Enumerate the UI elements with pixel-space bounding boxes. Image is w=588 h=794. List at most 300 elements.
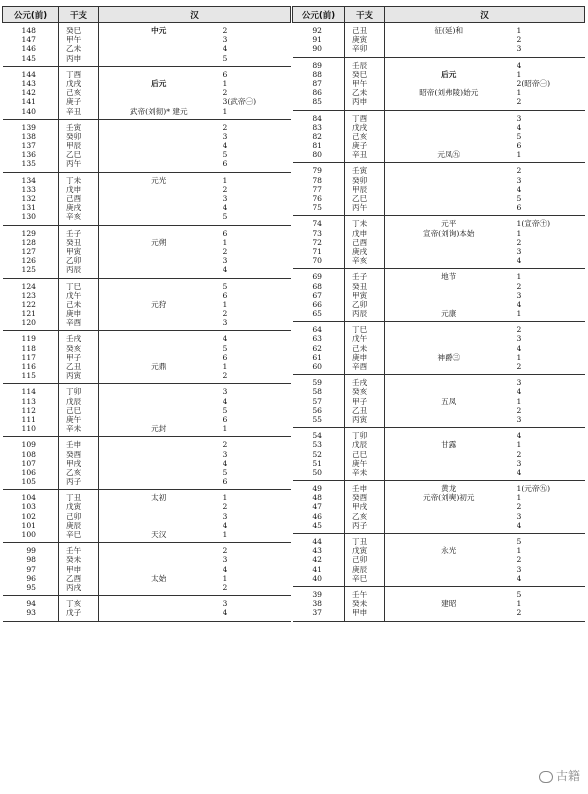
reign-year-cell: 5 <box>222 281 228 291</box>
era-cell <box>385 468 513 477</box>
year-cell-column <box>3 278 59 331</box>
era-cell: 建昭 <box>441 599 457 609</box>
year-cell-column <box>3 543 59 596</box>
row-group <box>293 269 585 322</box>
era-cell <box>99 353 219 362</box>
year-cell: 104 <box>21 493 36 503</box>
year-cell: 135 <box>21 159 36 169</box>
year-cell: 95 <box>26 582 36 592</box>
year-cell: 144 <box>21 69 36 79</box>
ganzhi-cell: 壬辰 <box>352 60 368 70</box>
year-cell-column <box>293 322 345 375</box>
reign-year-cell: 4 <box>516 467 522 477</box>
reign-year-cell: 3 <box>222 511 228 521</box>
era-cell <box>385 362 513 371</box>
ganzhi-cell: 辛未 <box>66 424 82 434</box>
ganzhi-cell: 癸亥 <box>66 343 82 353</box>
era-cell-column <box>99 543 219 596</box>
table-row <box>293 322 585 375</box>
reign-year-cell: 2 <box>516 35 522 45</box>
era-cell <box>99 35 219 44</box>
ganzhi-cell: 丁未 <box>66 175 82 185</box>
table-row <box>293 428 585 481</box>
ganzhi-cell: 甲午 <box>352 78 368 88</box>
ganzhi-cell: 戊寅 <box>352 546 368 556</box>
year-cell: 102 <box>21 511 36 521</box>
ganzhi-cell: 乙未 <box>66 44 82 54</box>
era-cell-column <box>99 23 219 67</box>
year-cell: 117 <box>21 352 36 362</box>
year-cell: 146 <box>21 44 36 54</box>
table-row <box>293 534 585 587</box>
year-cell: 142 <box>21 88 36 98</box>
right-table-column <box>292 6 584 622</box>
year-cell: 134 <box>21 175 36 185</box>
ganzhi-cell: 癸酉 <box>352 493 368 503</box>
year-cell: 86 <box>312 88 322 98</box>
reign-year-cell: 2 <box>222 546 228 556</box>
ganzhi-cell: 戊午 <box>352 334 368 344</box>
era-cell <box>99 282 219 291</box>
year-cell: 129 <box>21 228 36 238</box>
ganzhi-cell-column <box>345 322 385 375</box>
reign-year-cell: 3 <box>516 378 522 388</box>
year-cell-column <box>3 437 59 490</box>
year-cell: 81 <box>312 141 322 151</box>
era-cell <box>385 282 513 291</box>
table-row <box>3 66 291 119</box>
reign-year-cell: 3 <box>222 35 228 45</box>
ganzhi-cell: 丙午 <box>352 203 368 213</box>
ganzhi-cell: 甲戌 <box>66 458 82 468</box>
header-year: 公元(前) <box>3 7 59 23</box>
ganzhi-cell: 戊申 <box>66 184 82 194</box>
year-cell: 46 <box>312 511 322 521</box>
year-cell: 145 <box>21 53 36 63</box>
year-cell: 147 <box>21 35 36 45</box>
year-cell-column <box>3 384 59 437</box>
reign-year-cell: 3 <box>516 511 522 521</box>
era-cell <box>99 256 219 265</box>
reign-year-cell: 2 <box>516 325 522 335</box>
reign-year-cell: 2 <box>516 405 522 415</box>
era-cell <box>99 371 219 380</box>
reign-year-cell: 3 <box>516 113 522 123</box>
reign-year-cell: 1 <box>222 175 228 185</box>
year-cell: 74 <box>312 219 322 229</box>
era-cell: 神爵㊂ <box>437 352 461 362</box>
year-cell: 138 <box>21 131 36 141</box>
reign-year-cell: 6 <box>222 290 228 300</box>
era-cell <box>99 185 219 194</box>
ganzhi-cell: 己酉 <box>66 194 82 203</box>
reign-year-cell-column <box>513 163 585 216</box>
era-cell <box>99 440 219 449</box>
reign-year-cell: 3 <box>516 414 522 424</box>
era-cell-column <box>385 481 513 534</box>
era-cell-column <box>385 57 513 110</box>
reign-year-cell: 3 <box>516 458 522 468</box>
ganzhi-cell-column <box>345 23 385 58</box>
reign-year-cell: 5 <box>516 194 522 203</box>
year-cell: 38 <box>312 599 322 609</box>
ganzhi-cell: 戊辰 <box>66 396 82 406</box>
reign-year-cell-column <box>513 269 585 322</box>
year-cell-column <box>293 57 345 110</box>
year-cell-column <box>3 66 59 119</box>
era-cell <box>385 194 513 203</box>
reign-year-cell-column <box>513 23 585 58</box>
reign-year-cell-column <box>219 278 291 331</box>
year-cell: 136 <box>21 150 36 160</box>
year-cell: 53 <box>312 440 322 450</box>
ganzhi-cell: 己未 <box>352 343 368 353</box>
ganzhi-cell: 乙丑 <box>352 405 368 415</box>
era-cell: 永光 <box>441 546 457 556</box>
era-cell-column <box>99 172 219 225</box>
era-cell: 中元 <box>151 26 167 35</box>
reign-year-cell: 3 <box>222 449 228 459</box>
reign-year-cell: 3 <box>516 246 522 256</box>
era-cell <box>385 387 513 396</box>
ganzhi-cell: 己未 <box>66 299 82 309</box>
table-row <box>3 172 291 225</box>
reign-year-cell: 2 <box>516 362 522 371</box>
ganzhi-cell: 癸巳 <box>66 26 82 35</box>
year-cell-column <box>3 596 59 621</box>
year-cell: 63 <box>312 334 322 344</box>
ganzhi-cell: 壬戌 <box>352 378 368 388</box>
ganzhi-cell: 辛亥 <box>66 212 82 222</box>
reign-year-cell: 3 <box>222 131 228 141</box>
ganzhi-cell: 辛酉 <box>352 362 368 371</box>
row-group <box>3 543 291 596</box>
ganzhi-cell: 丁酉 <box>66 69 82 79</box>
reign-year-cell: 5 <box>222 405 228 415</box>
era-cell-column <box>99 596 219 621</box>
year-cell: 105 <box>21 477 36 487</box>
table-row <box>3 596 291 621</box>
era-cell <box>99 608 219 617</box>
era-cell <box>99 406 219 415</box>
reign-year-cell: 1 <box>222 573 228 583</box>
ganzhi-cell: 丁亥 <box>66 599 82 609</box>
year-cell: 42 <box>312 555 322 565</box>
ganzhi-cell: 庚戌 <box>352 246 368 256</box>
ganzhi-cell: 乙巳 <box>352 194 368 203</box>
reign-year-cell: 2 <box>516 608 522 618</box>
ganzhi-cell: 壬申 <box>66 440 82 450</box>
era-cell <box>99 521 219 530</box>
era-cell-column <box>385 269 513 322</box>
year-cell: 39 <box>312 589 322 599</box>
row-group <box>3 278 291 331</box>
era-cell <box>99 502 219 511</box>
era-cell: 地节 <box>441 272 457 282</box>
row-group <box>293 534 585 587</box>
reign-year-cell: 6 <box>222 352 228 362</box>
era-cell <box>385 44 513 53</box>
reign-year-cell: 1 <box>516 69 522 79</box>
era-cell <box>385 291 513 300</box>
ganzhi-cell: 癸丑 <box>352 281 368 291</box>
reign-year-cell: 1 <box>222 299 228 309</box>
row-group <box>3 596 291 621</box>
ganzhi-cell: 丙辰 <box>352 309 368 319</box>
reign-year-cell: 1 <box>222 78 228 88</box>
reign-year-cell: 4 <box>222 458 228 468</box>
year-cell: 125 <box>21 265 36 275</box>
year-cell: 76 <box>312 194 322 203</box>
ganzhi-cell: 甲寅 <box>352 290 368 300</box>
year-cell-column <box>293 428 345 481</box>
reign-year-cell: 2 <box>222 371 228 381</box>
reign-year-cell: 5 <box>222 343 228 353</box>
header-dynasty: 汉 <box>99 7 291 23</box>
year-cell-column <box>293 163 345 216</box>
row-group <box>293 23 585 58</box>
era-cell-column <box>385 586 513 621</box>
table-row <box>293 163 585 216</box>
reign-year-cell: 2 <box>222 502 228 512</box>
era-cell <box>385 325 513 334</box>
ganzhi-cell: 癸亥 <box>352 387 368 397</box>
era-cell <box>99 555 219 564</box>
row-group <box>3 66 291 119</box>
ganzhi-cell: 己巳 <box>66 405 82 415</box>
year-cell: 59 <box>312 378 322 388</box>
era-cell: 元光 <box>151 175 167 185</box>
table-row <box>3 384 291 437</box>
year-cell: 62 <box>312 343 322 353</box>
ganzhi-cell: 癸未 <box>66 555 82 565</box>
era-cell <box>99 546 219 555</box>
row-group <box>3 23 291 67</box>
reign-year-cell: 2 <box>516 449 522 459</box>
ganzhi-cell: 壬子 <box>352 272 368 282</box>
year-cell: 56 <box>312 405 322 415</box>
era-cell <box>99 459 219 468</box>
table-header-row <box>293 7 585 23</box>
reign-year-cell: 6 <box>516 141 522 151</box>
era-cell <box>99 512 219 521</box>
reign-year-cell: 1 <box>222 362 228 371</box>
year-cell: 112 <box>21 405 36 415</box>
year-cell: 101 <box>21 520 36 530</box>
table-row <box>3 437 291 490</box>
ganzhi-cell: 癸丑 <box>66 237 82 247</box>
year-cell: 70 <box>312 256 322 266</box>
era-cell <box>385 185 513 194</box>
year-cell: 114 <box>21 387 36 397</box>
ganzhi-cell: 甲戌 <box>352 502 368 512</box>
era-cell <box>385 406 513 415</box>
era-cell-column <box>385 163 513 216</box>
ganzhi-cell-column <box>59 23 99 67</box>
era-cell <box>99 123 219 132</box>
year-cell: 127 <box>21 246 36 256</box>
era-cell <box>385 344 513 353</box>
ganzhi-cell: 丁巳 <box>66 281 82 291</box>
era-cell <box>99 54 219 63</box>
reign-year-cell-column <box>513 428 585 481</box>
era-cell <box>385 35 513 44</box>
year-cell: 98 <box>26 555 36 565</box>
row-group <box>3 490 291 543</box>
year-cell: 65 <box>312 309 322 319</box>
reign-year-cell-column <box>513 375 585 428</box>
era-cell <box>385 79 513 88</box>
year-cell: 122 <box>21 299 36 309</box>
year-cell: 58 <box>312 387 322 397</box>
ganzhi-cell: 癸卯 <box>66 131 82 141</box>
ganzhi-cell: 辛未 <box>352 467 368 477</box>
reign-year-cell: 4 <box>516 256 522 266</box>
year-cell: 97 <box>26 564 36 574</box>
reign-year-cell-column <box>219 119 291 172</box>
row-group <box>3 172 291 225</box>
era-cell: 太始 <box>151 573 167 583</box>
year-cell: 75 <box>312 203 322 213</box>
reign-year-cell: 1 <box>516 88 522 98</box>
year-cell-column <box>3 172 59 225</box>
table-row <box>3 278 291 331</box>
ganzhi-cell: 丙申 <box>66 53 82 63</box>
ganzhi-cell-column <box>59 331 99 384</box>
era-cell: 黄龙 <box>441 484 457 494</box>
ganzhi-cell: 甲申 <box>352 608 368 618</box>
table-row <box>3 119 291 172</box>
ganzhi-cell-column <box>59 278 99 331</box>
era-cell <box>385 459 513 468</box>
year-cell: 50 <box>312 467 322 477</box>
era-cell <box>385 431 513 440</box>
era-cell <box>385 97 513 106</box>
year-cell: 100 <box>21 530 36 539</box>
ganzhi-cell: 乙丑 <box>66 362 82 371</box>
row-group <box>293 57 585 110</box>
row-group <box>293 375 585 428</box>
reign-year-cell: 1 <box>516 440 522 450</box>
table-header-row <box>3 7 291 23</box>
ganzhi-cell: 庚午 <box>66 414 82 424</box>
ganzhi-cell: 丙子 <box>352 520 368 530</box>
reign-year-cell: 1 <box>516 546 522 556</box>
era-cell <box>385 450 513 459</box>
row-group <box>293 322 585 375</box>
era-cell <box>99 203 219 212</box>
ganzhi-cell: 辛亥 <box>352 256 368 266</box>
year-cell: 137 <box>21 141 36 151</box>
era-cell: 宣帝(刘询)本始 <box>423 228 475 238</box>
era-cell: 后元 <box>441 69 457 79</box>
ganzhi-cell: 庚子 <box>66 97 82 107</box>
reign-year-cell: 3 <box>222 318 228 328</box>
reign-year-cell-column <box>219 172 291 225</box>
ganzhi-cell: 壬申 <box>352 484 368 494</box>
ganzhi-cell: 庚子 <box>352 141 368 151</box>
ganzhi-cell: 丙辰 <box>66 265 82 275</box>
row-group <box>293 428 585 481</box>
year-cell: 43 <box>312 546 322 556</box>
reign-year-cell-column <box>219 490 291 543</box>
year-cell: 120 <box>21 318 36 328</box>
year-cell: 103 <box>21 502 36 512</box>
reign-year-cell: 4 <box>222 265 228 275</box>
ganzhi-cell: 辛酉 <box>66 318 82 328</box>
ganzhi-cell: 癸巳 <box>352 69 368 79</box>
row-group <box>3 119 291 172</box>
reign-year-cell: 3 <box>516 44 522 54</box>
ganzhi-cell: 乙亥 <box>352 511 368 521</box>
reign-year-cell: 1 <box>516 150 522 160</box>
era-cell-column <box>99 437 219 490</box>
ganzhi-cell: 甲申 <box>66 564 82 574</box>
ganzhi-cell: 癸酉 <box>66 449 82 459</box>
reign-year-cell: 1 <box>222 424 228 434</box>
year-cell-column <box>293 481 345 534</box>
reign-year-cell: 5 <box>222 467 228 477</box>
ganzhi-cell-column <box>345 57 385 110</box>
reign-year-cell: 3 <box>516 175 522 185</box>
era-cell: 元狩 <box>151 299 167 309</box>
row-group <box>293 110 585 163</box>
era-cell <box>99 397 219 406</box>
ganzhi-cell-column <box>59 490 99 543</box>
table-row <box>293 481 585 534</box>
reign-year-cell-column <box>219 437 291 490</box>
reign-year-cell: 5 <box>516 537 522 546</box>
year-cell: 60 <box>312 362 322 371</box>
ganzhi-cell-column <box>345 110 385 163</box>
reign-year-cell: 1(元帝㊈) <box>516 484 551 494</box>
year-cell: 77 <box>312 184 322 194</box>
ganzhi-cell: 戊戌 <box>66 78 82 88</box>
ganzhi-cell: 丁酉 <box>352 113 368 123</box>
era-cell <box>385 415 513 424</box>
reign-year-cell: 4 <box>516 299 522 309</box>
year-cell: 126 <box>21 256 36 266</box>
year-cell: 41 <box>312 564 322 574</box>
reign-year-cell: 3 <box>516 564 522 574</box>
ganzhi-cell: 戊寅 <box>66 502 82 512</box>
era-cell <box>385 256 513 265</box>
era-cell-column <box>99 384 219 437</box>
reign-year-cell: 2 <box>222 246 228 256</box>
row-group <box>293 481 585 534</box>
ganzhi-cell: 丙申 <box>352 97 368 107</box>
year-cell: 49 <box>312 484 322 494</box>
year-cell: 66 <box>312 299 322 309</box>
reign-year-cell: 5 <box>222 53 228 63</box>
ganzhi-cell: 乙酉 <box>66 573 82 583</box>
era-cell <box>99 97 219 106</box>
year-cell: 40 <box>312 573 322 583</box>
year-cell: 47 <box>312 502 322 512</box>
ganzhi-cell: 己卯 <box>352 555 368 565</box>
row-group <box>293 586 585 621</box>
year-cell: 92 <box>312 26 322 35</box>
reign-year-cell-column <box>219 596 291 621</box>
era-cell <box>385 537 513 546</box>
reign-year-cell: 4 <box>222 334 228 344</box>
era-cell: 天汉 <box>151 530 167 539</box>
era-cell: 元平 <box>441 219 457 229</box>
year-cell: 90 <box>312 44 322 54</box>
era-cell <box>385 203 513 212</box>
reign-year-cell: 1 <box>516 272 522 282</box>
ganzhi-cell: 乙卯 <box>66 256 82 266</box>
